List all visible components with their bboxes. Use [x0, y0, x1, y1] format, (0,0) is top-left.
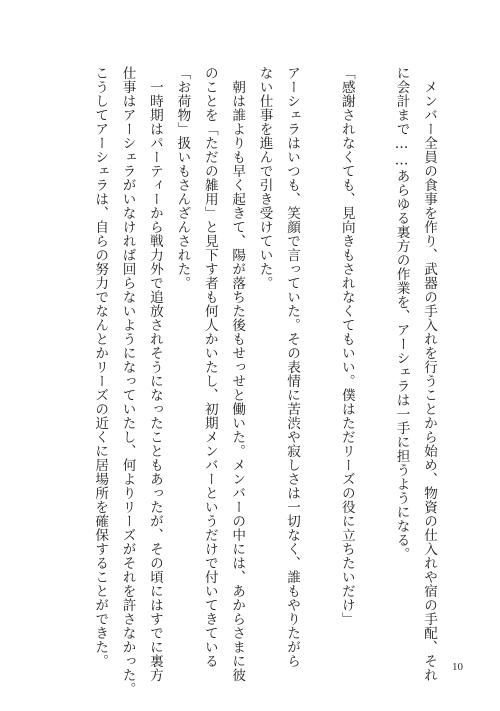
blank-line [360, 66, 387, 67]
text-line: 朝は誰よりも早く起きて、陽が落ちた後もせっせと働いた。メンバーの中には、あからさまに彼 [229, 66, 246, 682]
page-number: 10 [452, 661, 463, 673]
text-line: 「お荷物」扱いもさんざんされた。 [174, 66, 191, 290]
text-line: のことを「ただの雑用」と見下す者も何人かいたし、初期メンバーというだけで付いてきている [201, 66, 218, 668]
text-line: 仕事はアーシェラがいなければ回らないようになっていたし、何よりリーズがそれを許さなかった。 [119, 66, 136, 696]
vertical-text-body [0, 66, 442, 696]
text-line: 一時期はパーティーから戦力外で追放されそうになったこともあったが、その頃にはすでに裏方 [146, 66, 163, 682]
blank-line [31, 66, 58, 67]
text-line [0, 66, 4, 626]
blank-line [305, 66, 332, 67]
text-line: メンバー全員の食事を作り、武器の手入れを行うことから始め、物資の仕入れや宿の手配、それ [421, 66, 437, 682]
blank-line [58, 66, 85, 67]
text-line: 「感謝されなくても、見向きもされなくてもいい。僕はただリーズの役に立ちたいだけ」 [338, 66, 355, 626]
text-line: アーシェラはいつも、笑顔で言っていた。その表情に苦渋や寂しさは一切なく、誰もやりたがら [284, 66, 300, 668]
text-line: ない仕事を進んで引き受けていた。 [256, 66, 273, 290]
blank-line [4, 66, 31, 67]
text-line: に会計まで……あらゆる裏方の作業を、アーシェラは一手に担うようになる。 [393, 66, 410, 561]
text-line: こうしてアーシェラは、自らの努力でなんとかリーズの近くに居場所を確保することができた。 [92, 66, 109, 668]
